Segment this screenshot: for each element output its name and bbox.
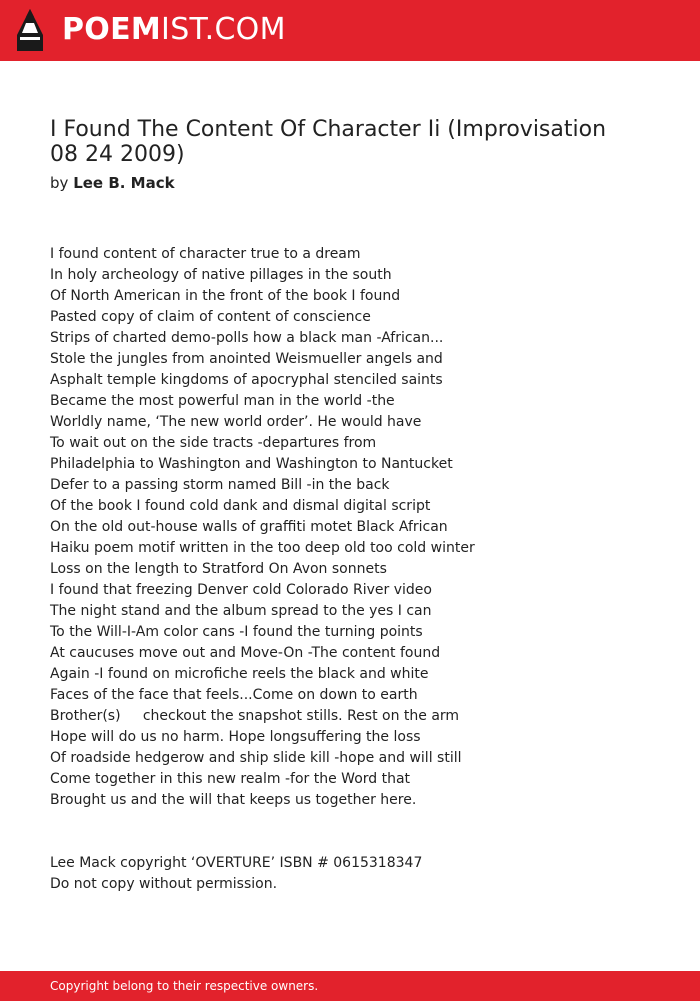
poem-body [50,244,670,811]
logo-bold-text: POEM [62,12,162,47]
copyright-note [50,853,670,895]
poem-line: At caucuses move out and Move-On -The content found [50,645,441,661]
site-footer [0,971,700,1001]
poem-line: Asphalt temple kingdoms of apocryphal stenciled saints [50,372,443,388]
poem-line: Hope will do us no harm. Hope longsuffering the loss [50,729,421,745]
poem-line: On the old out-house walls of graffiti motet Black African [50,519,448,535]
copyright-line: Lee Mack copyright ‘OVERTURE’ ISBN # 0615318347 [50,855,423,871]
poem-line: Philadelphia to Washington and Washington to Nantucket [50,456,453,472]
poem-line: Of roadside hedgerow and ship slide kill -hope and will still [50,750,462,766]
poem-line: Brought us and the will that keeps us together here. [50,792,417,808]
poem-line: I found content of character true to a dream [50,246,361,262]
poem-line: Faces of the face that feels...Come on down to earth [50,687,418,703]
poem-line: To wait out on the side tracts -departures from [50,435,377,451]
poem-title: I Found The Content Of Character Ii (Improvisation 08 24 2009) [50,117,607,167]
poem-line: The night stand and the album spread to the yes I can [50,603,432,619]
site-header [0,0,700,61]
logo-light-text: IST.COM [161,12,286,47]
pencil-icon[interactable] [17,9,43,51]
poem-line: Of the book I found cold dank and dismal digital script [50,498,431,514]
poem-line: Became the most powerful man in the world -the [50,393,395,409]
poem-line: In holy archeology of native pillages in the south [50,267,392,283]
poem-line: Strips of charted demo-polls how a black man -African... [50,330,444,346]
poem-line: Again -I found on microfiche reels the black and white [50,666,429,682]
site-logo[interactable] [62,12,286,48]
copyright-line: Do not copy without permission. [50,876,278,892]
author-name: Lee B. Mack [73,174,175,192]
poem-line: Defer to a passing storm named Bill -in the back [50,477,390,493]
poem-line: Of North American in the front of the book I found [50,288,401,304]
poem-line: Haiku poem motif written in the too deep old too cold winter [50,540,475,556]
poem-line: Loss on the length to Stratford On Avon sonnets [50,561,387,577]
by-label: by [50,174,69,192]
byline [50,173,175,193]
poem-line: Come together in this new realm -for the Word that [50,771,411,787]
poem-line: To the Will-I-Am color cans -I found the turning points [50,624,423,640]
poem-line: Stole the jungles from anointed Weismueller angels and [50,351,443,367]
footer-copyright: Copyright belong to their respective owners. [50,979,319,993]
poem-line: I found that freezing Denver cold Colorado River video [50,582,432,598]
poem-line: Worldly name, ‘The new world order’. He would have [50,414,422,430]
poem-line: Brother(s) checkout the snapshot stills. Rest on the arm [50,708,460,724]
poem-line: Pasted copy of claim of content of conscience [50,309,371,325]
